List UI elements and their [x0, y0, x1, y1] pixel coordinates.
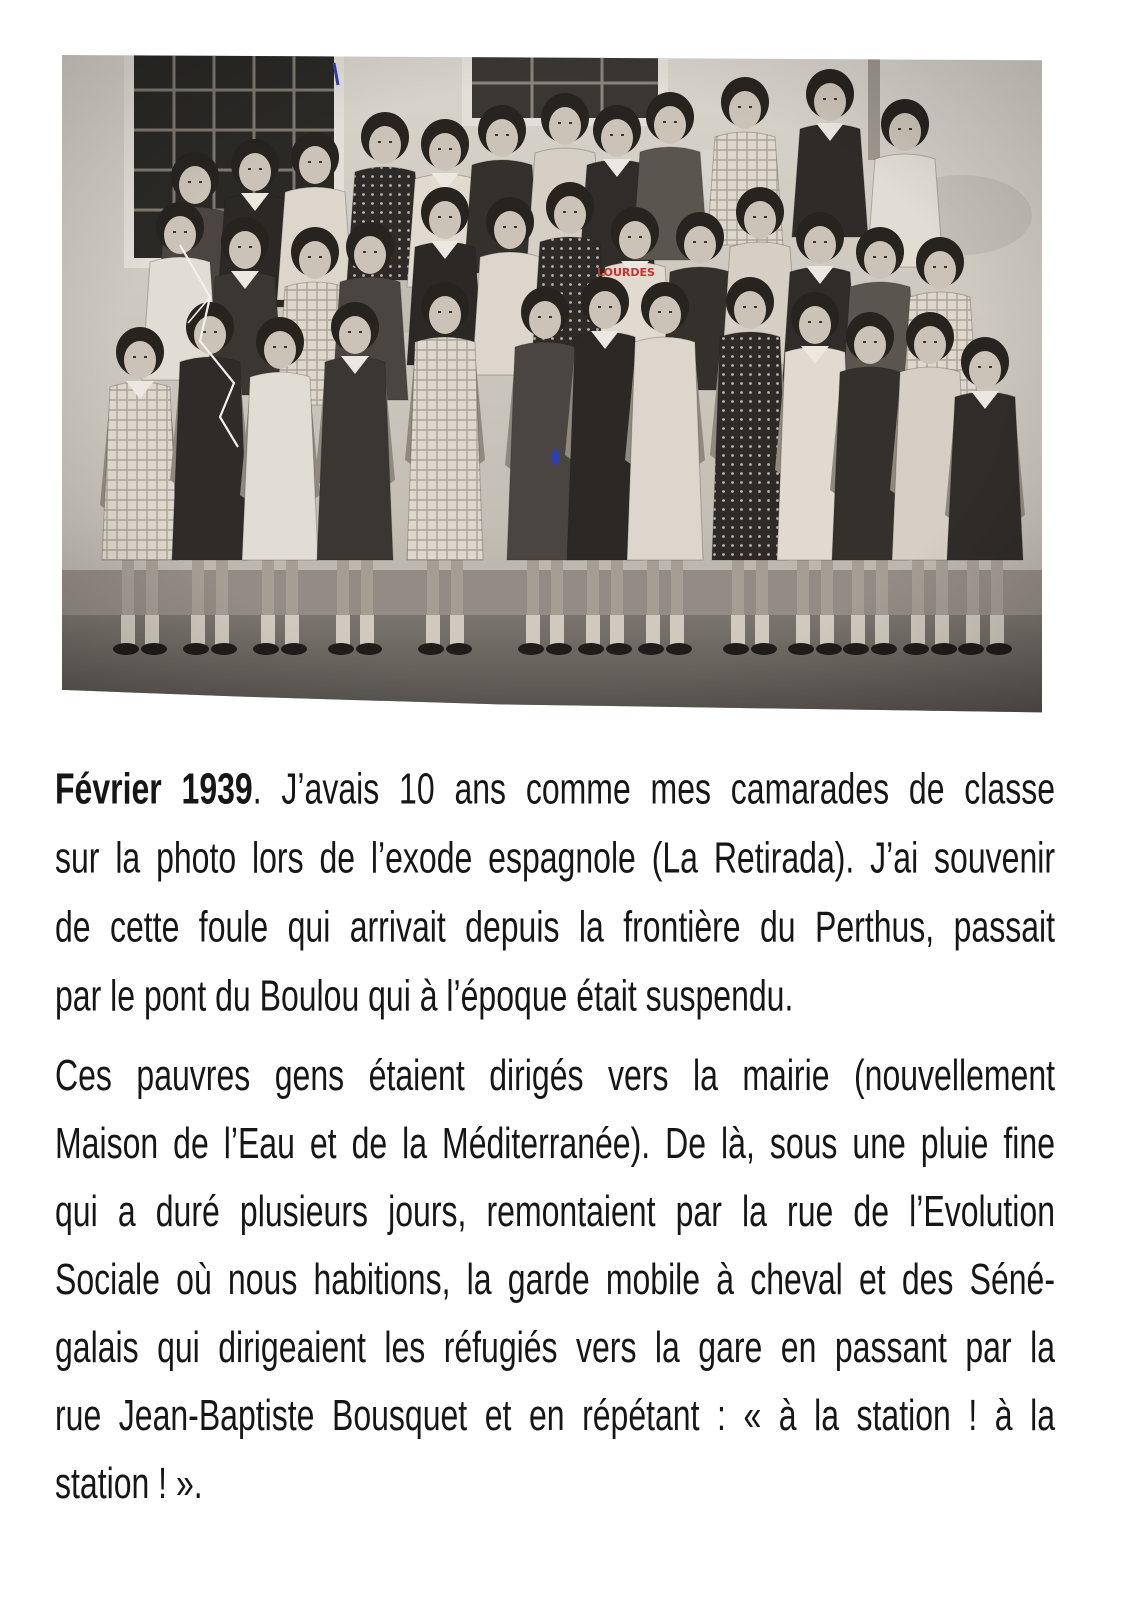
text-line: Ces pauvres gens étaient dirigés vers la mairie (nouvellement [55, 1050, 1055, 1100]
text-line: galais qui dirigeaient les réfugiés vers la gare en passant par la [55, 1322, 1055, 1372]
memoir-text [55, 755, 1055, 1517]
photo-scene [62, 55, 1042, 715]
paragraph-2 [55, 1041, 1055, 1517]
text-line: rue Jean-Baptiste Bousquet et en répétant : « à la station ! à la [55, 1390, 1055, 1440]
date-heading: Février 1939 [55, 764, 253, 814]
text-line: sur la photo lors de l’exode espagnole (La Retirada). J’ai souvenir [55, 833, 1055, 883]
text-line: de cette foule qui arrivait depuis la frontière du Perthus, passait [55, 902, 1055, 952]
text-line: par le pont du Boulou qui à l’époque était suspendu. [55, 971, 794, 1021]
line-text: . J’avais 10 ans comme mes camarades de classe [252, 764, 1056, 814]
paragraph-1 [55, 755, 1055, 1031]
text-line: qui a duré plusieurs jours, remontaient par la rue de l’Evolution [55, 1186, 1055, 1236]
text-line: Sociale où nous habitions, la garde mobile à cheval et des Séné- [55, 1254, 1055, 1304]
photo-vignette [62, 55, 1042, 715]
text-line: Maison de l’Eau et de la Méditerranée). De là, sous une pluie fine [55, 1118, 1055, 1168]
text-line: station ! ». [55, 1458, 203, 1508]
class-photograph [62, 55, 1042, 715]
